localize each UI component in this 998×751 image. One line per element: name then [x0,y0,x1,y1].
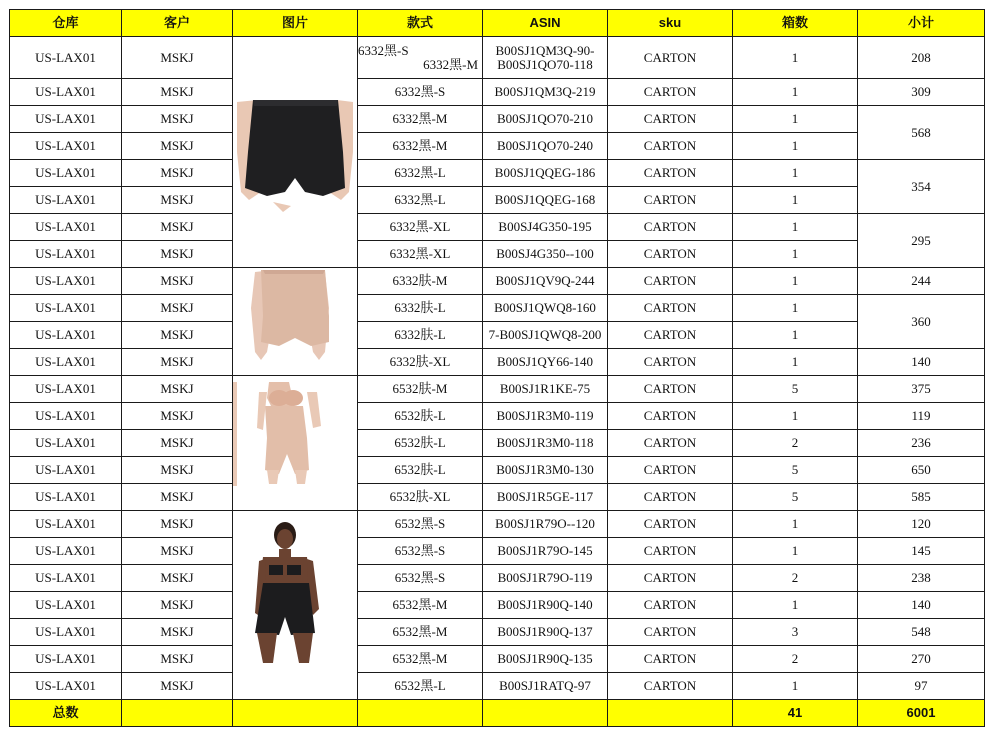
style-cell[interactable]: 6332黑-S [358,79,483,106]
customer-cell[interactable]: MSKJ [122,187,233,214]
header-customer: 客户 [122,10,233,37]
sku-cell[interactable]: CARTON [608,619,733,646]
subtotal-cell[interactable]: 548 [858,619,985,646]
asin-cell[interactable]: B00SJ1QM3Q-219 [483,79,608,106]
warehouse-cell[interactable]: US-LAX01 [10,37,122,79]
warehouse-cell[interactable]: US-LAX01 [10,619,122,646]
totals-empty-cell [358,700,483,727]
totals-empty-cell [483,700,608,727]
customer-cell[interactable]: MSKJ [122,214,233,241]
totals-empty-cell [608,700,733,727]
table-row [10,538,985,565]
warehouse-cell[interactable]: US-LAX01 [10,511,122,538]
warehouse-cell[interactable]: US-LAX01 [10,187,122,214]
customer-cell[interactable]: MSKJ [122,79,233,106]
style-cell[interactable]: 6532黑-M [358,646,483,673]
subtotal-cell[interactable]: 238 [858,565,985,592]
style-cell[interactable]: 6532肤-L [358,403,483,430]
boxes-cell[interactable]: 5 [733,376,858,403]
asin-cell[interactable]: B00SJ1QQEG-168 [483,187,608,214]
image-cell[interactable] [233,511,358,700]
customer-cell[interactable]: MSKJ [122,268,233,295]
totals-label: 总数 [10,700,122,727]
boxes-cell[interactable]: 1 [733,187,858,214]
sku-cell[interactable]: CARTON [608,646,733,673]
style-cell[interactable]: 6332黑-M [358,133,483,160]
boxes-cell[interactable]: 1 [733,160,858,187]
boxes-cell[interactable]: 1 [733,37,858,79]
header-sku: sku [608,10,733,37]
style-cell[interactable]: 6332肤-XL [358,349,483,376]
customer-cell[interactable]: MSKJ [122,322,233,349]
boxes-cell[interactable]: 2 [733,646,858,673]
subtotal-cell[interactable]: 119 [858,403,985,430]
sku-cell[interactable]: CARTON [608,457,733,484]
table-row [10,592,985,619]
asin-cell[interactable]: B00SJ1R79O-119 [483,565,608,592]
warehouse-cell[interactable]: US-LAX01 [10,214,122,241]
subtotal-cell[interactable]: 585 [858,484,985,511]
asin-cell[interactable]: B00SJ1QQEG-186 [483,160,608,187]
table-row [10,133,985,160]
customer-cell[interactable]: MSKJ [122,295,233,322]
table-row [10,295,985,322]
sku-cell[interactable]: CARTON [608,241,733,268]
header-warehouse: 仓库 [10,10,122,37]
asin-cell[interactable]: B00SJ1R3M0-130 [483,457,608,484]
warehouse-cell[interactable]: US-LAX01 [10,565,122,592]
boxes-cell[interactable]: 1 [733,349,858,376]
asin-cell[interactable]: B00SJ1R79O--120 [483,511,608,538]
warehouse-cell[interactable]: US-LAX01 [10,295,122,322]
warehouse-cell[interactable]: US-LAX01 [10,592,122,619]
customer-cell[interactable]: MSKJ [122,376,233,403]
asin-cell[interactable]: B00SJ1R90Q-137 [483,619,608,646]
asin-cell[interactable]: B00SJ1R3M0-118 [483,430,608,457]
customer-cell[interactable]: MSKJ [122,673,233,700]
customer-cell[interactable]: MSKJ [122,241,233,268]
sku-cell[interactable]: CARTON [608,403,733,430]
warehouse-cell[interactable]: US-LAX01 [10,349,122,376]
table-row [10,187,985,214]
style-cell[interactable]: 6532黑-L [358,673,483,700]
table-row [10,673,985,700]
boxes-cell[interactable]: 1 [733,511,858,538]
subtotal-cell[interactable]: 270 [858,646,985,673]
warehouse-cell[interactable]: US-LAX01 [10,268,122,295]
customer-cell[interactable]: MSKJ [122,511,233,538]
subtotal-cell[interactable]: 97 [858,673,985,700]
subtotal-cell[interactable]: 244 [858,268,985,295]
asin-cell[interactable]: B00SJ1QV9Q-244 [483,268,608,295]
table-row [10,565,985,592]
sku-cell[interactable]: CARTON [608,376,733,403]
boxes-cell[interactable]: 1 [733,214,858,241]
boxes-cell[interactable]: 2 [733,430,858,457]
customer-cell[interactable]: MSKJ [122,484,233,511]
warehouse-cell[interactable]: US-LAX01 [10,241,122,268]
asin-cell[interactable]: B00SJ1R1KE-75 [483,376,608,403]
asin-line: B00SJ1QM3Q-90- [495,42,595,58]
asin-cell[interactable]: B00SJ1QO70-240 [483,133,608,160]
style-cell[interactable]: 6532黑-S [358,565,483,592]
style-cell[interactable]: 6332肤-L [358,322,483,349]
table-row [10,403,985,430]
sku-cell[interactable]: CARTON [608,133,733,160]
asin-line: B00SJ1QO70-118 [497,56,593,72]
warehouse-cell[interactable]: US-LAX01 [10,673,122,700]
subtotal-cell[interactable]: 360 [858,295,985,349]
style-cell[interactable]: 6332肤-M [358,268,483,295]
asin-cell[interactable]: 7-B00SJ1QWQ8-200 [483,322,608,349]
boxes-cell[interactable]: 1 [733,133,858,160]
boxes-cell[interactable]: 1 [733,106,858,133]
asin-cell[interactable] [483,37,608,79]
sku-cell[interactable]: CARTON [608,37,733,79]
sku-cell[interactable]: CARTON [608,511,733,538]
table-row [10,457,985,484]
customer-cell[interactable]: MSKJ [122,430,233,457]
table-row [10,106,985,133]
asin-cell[interactable]: B00SJ1QY66-140 [483,349,608,376]
warehouse-cell[interactable]: US-LAX01 [10,376,122,403]
warehouse-cell[interactable]: US-LAX01 [10,538,122,565]
sku-cell[interactable]: CARTON [608,322,733,349]
header-row [10,10,985,37]
sku-cell[interactable]: CARTON [608,673,733,700]
table-row [10,37,985,79]
subtotal-cell[interactable]: 375 [858,376,985,403]
customer-cell[interactable]: MSKJ [122,619,233,646]
style-line: 6332黑-S [358,42,409,58]
style-cell[interactable]: 6532黑-S [358,511,483,538]
totals-empty-cell [233,700,358,727]
customer-cell[interactable]: MSKJ [122,37,233,79]
asin-cell[interactable]: B00SJ4G350--100 [483,241,608,268]
warehouse-cell[interactable]: US-LAX01 [10,133,122,160]
subtotal-cell[interactable]: 208 [858,37,985,79]
boxes-cell[interactable]: 1 [733,241,858,268]
warehouse-cell[interactable]: US-LAX01 [10,430,122,457]
style-cell[interactable]: 6532肤-XL [358,484,483,511]
total-subtotal: 6001 [858,700,985,727]
table-row [10,214,985,241]
totals-empty-cell [122,700,233,727]
customer-cell[interactable]: MSKJ [122,133,233,160]
warehouse-cell[interactable]: US-LAX01 [10,646,122,673]
boxes-cell[interactable]: 1 [733,673,858,700]
table-row [10,619,985,646]
image-cell[interactable] [233,268,358,376]
boxes-cell[interactable]: 5 [733,457,858,484]
sku-cell[interactable]: CARTON [608,430,733,457]
table-row [10,160,985,187]
sku-cell[interactable]: CARTON [608,565,733,592]
sku-cell[interactable]: CARTON [608,295,733,322]
header-boxes: 箱数 [733,10,858,37]
subtotal-cell[interactable]: 236 [858,430,985,457]
style-cell[interactable]: 6332黑-M [358,106,483,133]
totals-row [10,700,985,727]
sku-cell[interactable]: CARTON [608,160,733,187]
customer-cell[interactable]: MSKJ [122,106,233,133]
warehouse-cell[interactable]: US-LAX01 [10,79,122,106]
style-cell[interactable]: 6532黑-M [358,619,483,646]
boxes-cell[interactable]: 3 [733,619,858,646]
style-cell[interactable]: 6532肤-L [358,457,483,484]
boxes-cell[interactable]: 1 [733,592,858,619]
asin-cell[interactable]: B00SJ4G350-195 [483,214,608,241]
table-row [10,268,985,295]
style-cell[interactable] [358,37,483,79]
style-cell[interactable]: 6532肤-M [358,376,483,403]
header-image: 图片 [233,10,358,37]
customer-cell[interactable]: MSKJ [122,403,233,430]
sku-cell[interactable]: CARTON [608,268,733,295]
sku-cell[interactable]: CARTON [608,106,733,133]
table-row [10,646,985,673]
table-row [10,484,985,511]
warehouse-cell[interactable]: US-LAX01 [10,403,122,430]
subtotal-cell[interactable]: 354 [858,160,985,214]
asin-cell[interactable]: B00SJ1RATQ-97 [483,673,608,700]
asin-cell[interactable]: B00SJ1R3M0-119 [483,403,608,430]
total-boxes: 41 [733,700,858,727]
style-cell[interactable]: 6332黑-L [358,187,483,214]
boxes-cell[interactable]: 1 [733,403,858,430]
customer-cell[interactable]: MSKJ [122,457,233,484]
customer-cell[interactable]: MSKJ [122,538,233,565]
asin-cell[interactable]: B00SJ1R79O-145 [483,538,608,565]
customer-cell[interactable]: MSKJ [122,646,233,673]
customer-cell[interactable]: MSKJ [122,160,233,187]
image-cell[interactable] [233,37,358,268]
style-cell[interactable]: 6332黑-XL [358,214,483,241]
table-row [10,376,985,403]
subtotal-cell[interactable]: 140 [858,349,985,376]
sku-cell[interactable]: CARTON [608,214,733,241]
header-style: 款式 [358,10,483,37]
table-row [10,322,985,349]
header-asin: ASIN [483,10,608,37]
subtotal-cell[interactable]: 650 [858,457,985,484]
sku-cell[interactable]: CARTON [608,592,733,619]
boxes-cell[interactable]: 2 [733,565,858,592]
warehouse-cell[interactable]: US-LAX01 [10,160,122,187]
asin-cell[interactable]: B00SJ1R5GE-117 [483,484,608,511]
asin-cell[interactable]: B00SJ1R90Q-135 [483,646,608,673]
sku-cell[interactable]: CARTON [608,79,733,106]
inventory-table [9,9,985,727]
sku-cell[interactable]: CARTON [608,349,733,376]
boxes-cell[interactable]: 1 [733,295,858,322]
style-cell[interactable]: 6332肤-L [358,295,483,322]
subtotal-cell[interactable]: 145 [858,538,985,565]
asin-cell[interactable]: B00SJ1QWQ8-160 [483,295,608,322]
subtotal-cell[interactable]: 140 [858,592,985,619]
black-high-waist-brief-photo [233,92,358,217]
nude-bodysuit-shorts-photo [233,382,358,486]
nude-high-waist-brief-photo [233,268,358,368]
boxes-cell[interactable]: 1 [733,79,858,106]
warehouse-cell[interactable]: US-LAX01 [10,484,122,511]
header-subtotal: 小计 [858,10,985,37]
table-row [10,79,985,106]
asin-cell[interactable]: B00SJ1R90Q-140 [483,592,608,619]
style-line: 6332黑-M [423,56,478,72]
customer-cell[interactable]: MSKJ [122,592,233,619]
subtotal-cell[interactable]: 120 [858,511,985,538]
style-cell[interactable]: 6332黑-XL [358,241,483,268]
table-row [10,241,985,268]
subtotal-cell[interactable]: 568 [858,106,985,160]
sku-cell[interactable]: CARTON [608,538,733,565]
black-high-waist-shorts-model-photo [233,521,358,667]
customer-cell[interactable]: MSKJ [122,565,233,592]
sku-cell[interactable]: CARTON [608,484,733,511]
boxes-cell[interactable]: 5 [733,484,858,511]
asin-cell[interactable]: B00SJ1QO70-210 [483,106,608,133]
table-row [10,511,985,538]
subtotal-cell[interactable]: 295 [858,214,985,268]
subtotal-cell[interactable]: 309 [858,79,985,106]
table-row [10,430,985,457]
style-cell[interactable]: 6532黑-S [358,538,483,565]
style-cell[interactable]: 6532肤-L [358,430,483,457]
boxes-cell[interactable]: 1 [733,268,858,295]
boxes-cell[interactable]: 1 [733,538,858,565]
customer-cell[interactable]: MSKJ [122,349,233,376]
table-row [10,349,985,376]
warehouse-cell[interactable]: US-LAX01 [10,457,122,484]
style-cell[interactable]: 6532黑-M [358,592,483,619]
warehouse-cell[interactable]: US-LAX01 [10,322,122,349]
sku-cell[interactable]: CARTON [608,187,733,214]
image-cell[interactable] [233,376,358,511]
warehouse-cell[interactable]: US-LAX01 [10,106,122,133]
boxes-cell[interactable]: 1 [733,322,858,349]
style-cell[interactable]: 6332黑-L [358,160,483,187]
